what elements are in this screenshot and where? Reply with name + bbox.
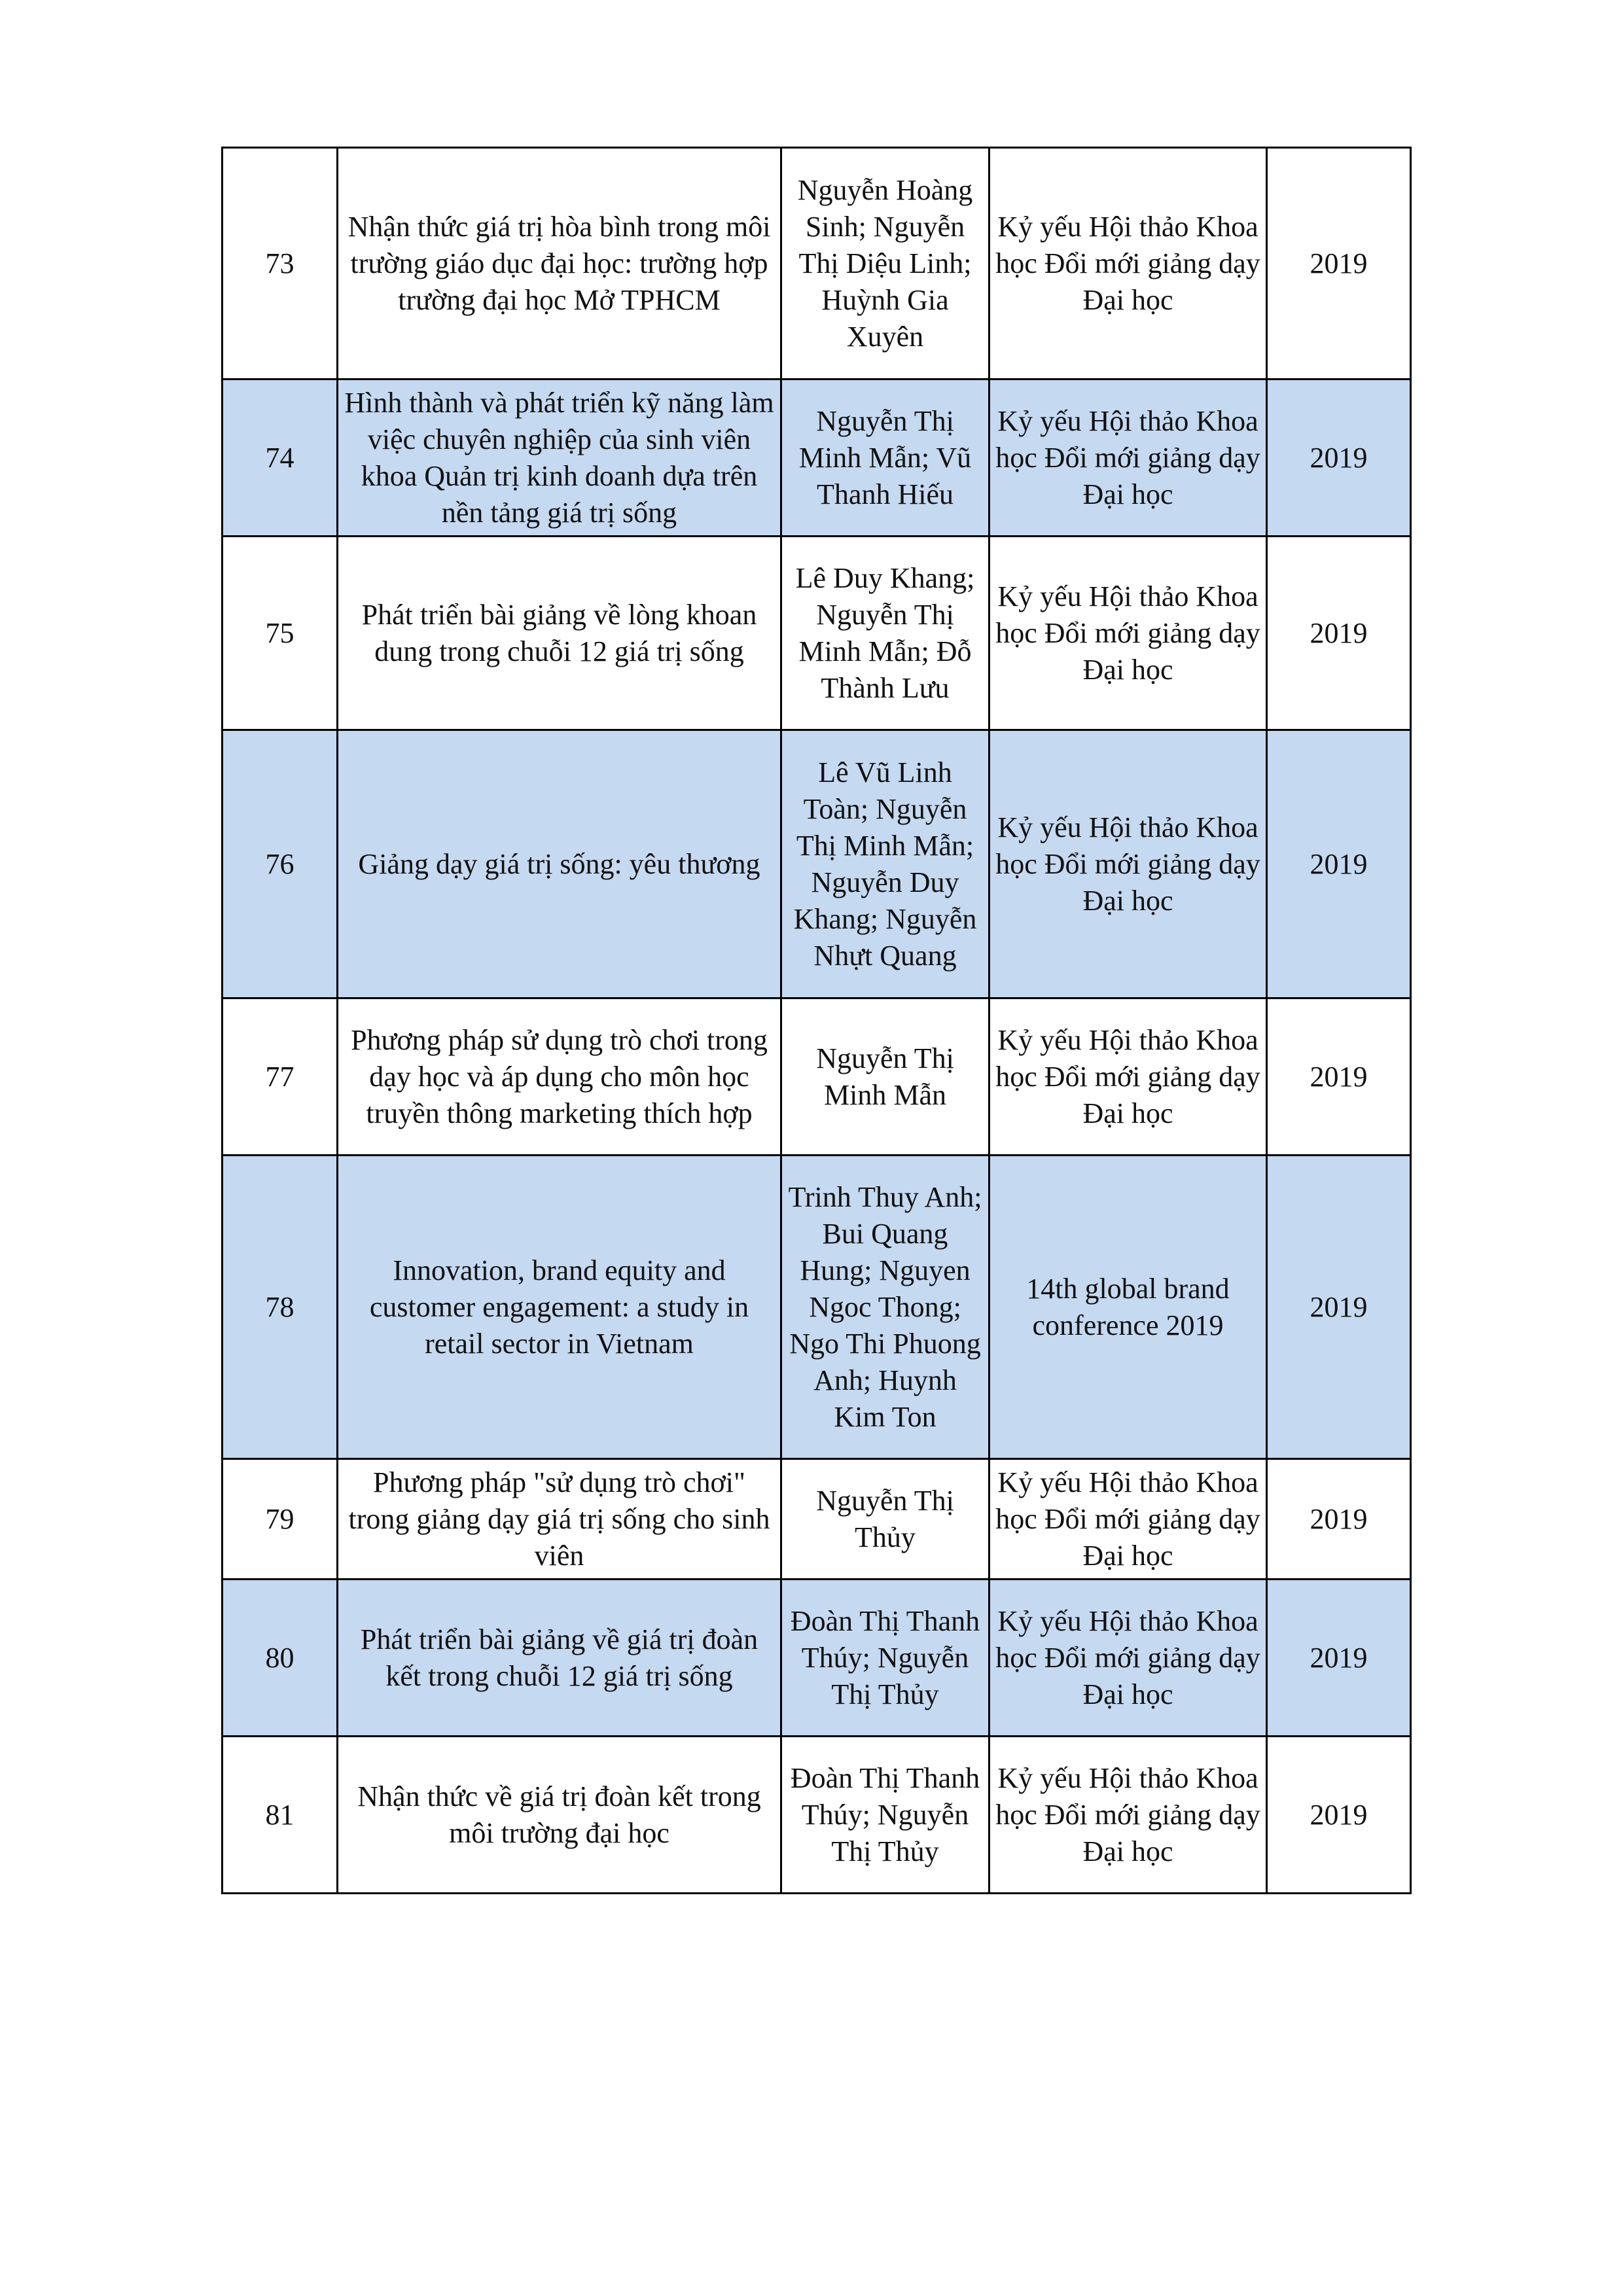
paper-authors: Lê Vũ Linh Toàn; Nguyễn Thị Minh Mẫn; Nguyễn Duy Khang; Nguyễn Nhựt Quang (781, 730, 990, 998)
paper-title: Phương pháp "sử dụng trò chơi" trong giảng dạy giá trị sống cho sinh viên (338, 1459, 781, 1580)
row-number: 73 (223, 148, 338, 380)
paper-year: 2019 (1267, 998, 1411, 1156)
paper-venue: Kỷ yếu Hội thảo Khoa học Đổi mới giảng dạy Đại học (990, 730, 1267, 998)
paper-authors: Nguyễn Thị Minh Mẫn (781, 998, 990, 1156)
paper-venue: Kỷ yếu Hội thảo Khoa học Đổi mới giảng dạy Đại học (990, 1459, 1267, 1580)
row-number: 78 (223, 1156, 338, 1459)
paper-title: Nhận thức về giá trị đoàn kết trong môi trường đại học (338, 1737, 781, 1894)
paper-year: 2019 (1267, 148, 1411, 380)
paper-title: Phương pháp sử dụng trò chơi trong dạy học và áp dụng cho môn học truyền thông marketing thích hợp (338, 998, 781, 1156)
paper-year: 2019 (1267, 537, 1411, 730)
paper-venue: Kỷ yếu Hội thảo Khoa học Đổi mới giảng dạy Đại học (990, 998, 1267, 1156)
publications-table (221, 147, 1412, 1894)
row-number: 76 (223, 730, 338, 998)
paper-title: Nhận thức giá trị hòa bình trong môi trường giáo dục đại học: trường hợp trường đại học Mở TPHCM (338, 148, 781, 380)
paper-authors: Đoàn Thị Thanh Thúy; Nguyễn Thị Thủy (781, 1737, 990, 1894)
row-number: 79 (223, 1459, 338, 1580)
table-row (223, 1459, 1411, 1580)
table-row (223, 537, 1411, 730)
paper-year: 2019 (1267, 1580, 1411, 1737)
paper-year: 2019 (1267, 1156, 1411, 1459)
paper-year: 2019 (1267, 1459, 1411, 1580)
row-number: 81 (223, 1737, 338, 1894)
paper-authors: Lê Duy Khang; Nguyễn Thị Minh Mẫn; Đỗ Thành Lưu (781, 537, 990, 730)
paper-title: Innovation, brand equity and customer engagement: a study in retail sector in Vietnam (338, 1156, 781, 1459)
paper-title: Hình thành và phát triển kỹ năng làm việc chuyên nghiệp của sinh viên khoa Quản trị kinh doanh dựa trên nền tảng giá trị sống (338, 380, 781, 537)
row-number: 75 (223, 537, 338, 730)
paper-venue: 14th global brand conference 2019 (990, 1156, 1267, 1459)
paper-authors: Nguyễn Thị Minh Mẫn; Vũ Thanh Hiếu (781, 380, 990, 537)
paper-year: 2019 (1267, 380, 1411, 537)
row-number: 74 (223, 380, 338, 537)
paper-venue: Kỷ yếu Hội thảo Khoa học Đổi mới giảng dạy Đại học (990, 1737, 1267, 1894)
paper-year: 2019 (1267, 730, 1411, 998)
row-number: 80 (223, 1580, 338, 1737)
paper-venue: Kỷ yếu Hội thảo Khoa học Đổi mới giảng dạy Đại học (990, 380, 1267, 537)
row-number: 77 (223, 998, 338, 1156)
table-row (223, 730, 1411, 998)
paper-title: Giảng dạy giá trị sống: yêu thương (338, 730, 781, 998)
table-row (223, 148, 1411, 380)
table-row (223, 998, 1411, 1156)
paper-venue: Kỷ yếu Hội thảo Khoa học Đổi mới giảng dạy Đại học (990, 1580, 1267, 1737)
paper-venue: Kỷ yếu Hội thảo Khoa học Đổi mới giảng dạy Đại học (990, 148, 1267, 380)
paper-authors: Trinh Thuy Anh; Bui Quang Hung; Nguyen Ngoc Thong; Ngo Thi Phuong Anh; Huynh Kim Ton (781, 1156, 990, 1459)
paper-year: 2019 (1267, 1737, 1411, 1894)
paper-authors: Đoàn Thị Thanh Thúy; Nguyễn Thị Thủy (781, 1580, 990, 1737)
paper-venue: Kỷ yếu Hội thảo Khoa học Đổi mới giảng dạy Đại học (990, 537, 1267, 730)
paper-title: Phát triển bài giảng về lòng khoan dung trong chuỗi 12 giá trị sống (338, 537, 781, 730)
table-row (223, 1156, 1411, 1459)
paper-title: Phát triển bài giảng về giá trị đoàn kết trong chuỗi 12 giá trị sống (338, 1580, 781, 1737)
paper-authors: Nguyễn Thị Thủy (781, 1459, 990, 1580)
table-row (223, 380, 1411, 537)
paper-authors: Nguyễn Hoàng Sinh; Nguyễn Thị Diệu Linh; Huỳnh Gia Xuyên (781, 148, 990, 380)
table-row (223, 1737, 1411, 1894)
table-row (223, 1580, 1411, 1737)
